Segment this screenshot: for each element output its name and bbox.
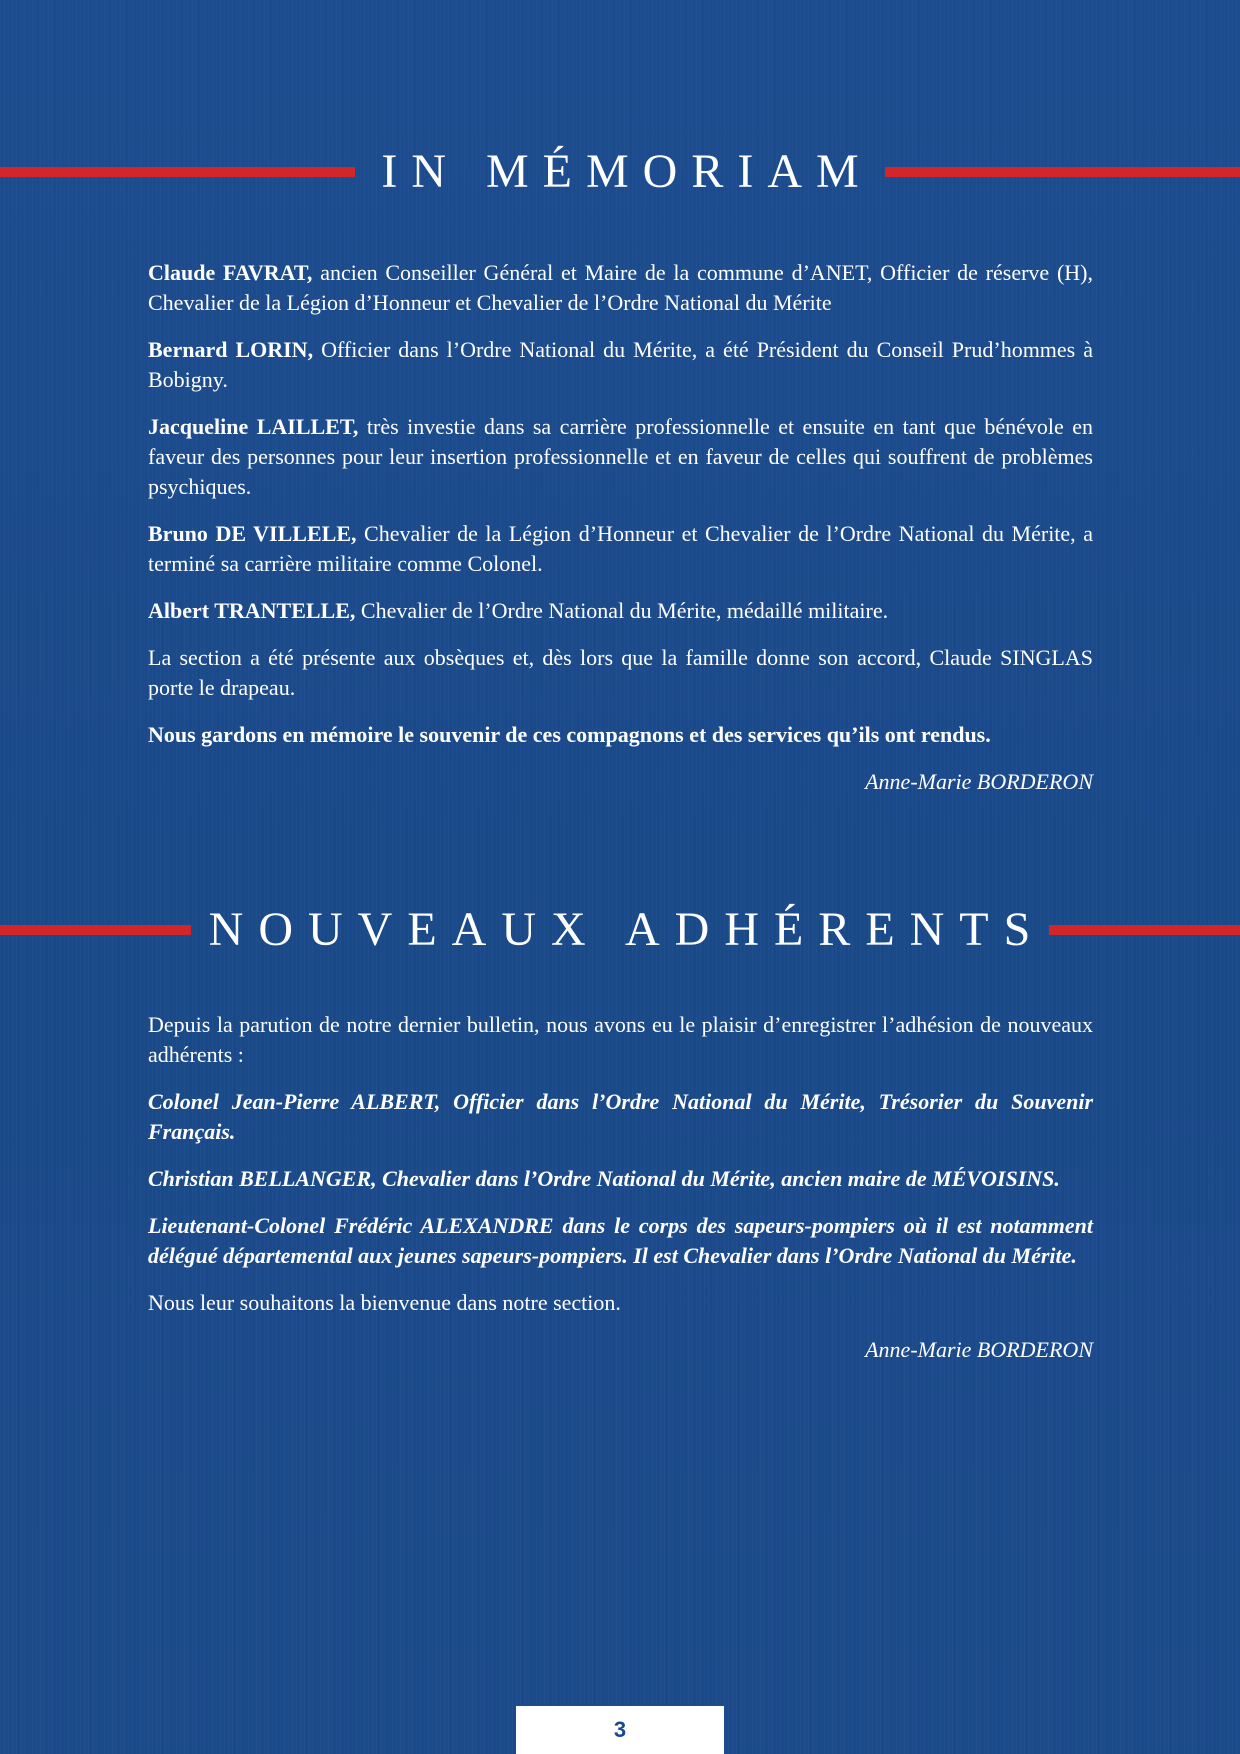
memoriam-entry [148, 258, 1093, 318]
memoriam-entry [148, 519, 1093, 579]
memoriam-title: IN MÉMORIAM [381, 145, 873, 198]
adherents-section [148, 1010, 1093, 1382]
memoriam-entry [148, 335, 1093, 395]
red-rule-left [0, 167, 355, 177]
adherents-heading-row [0, 900, 1240, 960]
red-rule-right [885, 167, 1240, 177]
entry-name: Bernard LORIN, [148, 337, 314, 362]
red-rule-left [0, 925, 191, 935]
memoriam-closing: Nous gardons en mémoire le souvenir de ces compagnons et des services qu’ils ont rendus. [148, 722, 991, 747]
entry-text: ancien Conseiller Général et Maire de la commune d’ANET, Officier de réserve (H), Chevalier de la Légion d’Honneur et Chevalier de l’Ordre National du Mérite [148, 260, 1093, 315]
entry-text: très investie dans sa carrière professionnelle et ensuite en tant que bénévole en faveur des personnes pour leur insertion professionnelle et en faveur de celles qui souffrent de problèmes psychiques. [148, 414, 1093, 499]
entry-text: Officier dans l’Ordre National du Mérite, a été Président du Conseil Prud’hommes à Bobigny. [148, 337, 1094, 392]
page-number: 3 [516, 1706, 724, 1754]
entry-text: Chevalier de la Légion d’Honneur et Chevalier de l’Ordre National du Mérite, a terminé sa carrière militaire comme Colonel. [148, 521, 1093, 576]
entry-text: Chevalier de l’Ordre National du Mérite, médaillé militaire. [355, 598, 889, 623]
new-member: Colonel Jean-Pierre ALBERT, Officier dans l’Ordre National du Mérite, Trésorier du Souvenir Français. [148, 1089, 1093, 1144]
adherents-welcome: Nous leur souhaitons la bienvenue dans notre section. [148, 1290, 621, 1315]
memoriam-signature: Anne-Marie BORDERON [865, 769, 1093, 794]
memoriam-section [148, 258, 1093, 814]
memoriam-entry [148, 596, 1093, 626]
memoriam-note: La section a été présente aux obsèques et, dès lors que la famille donne son accord, Claude SINGLAS porte le drapeau. [148, 645, 1093, 700]
adherents-signature: Anne-Marie BORDERON [865, 1337, 1093, 1362]
adherents-title: NOUVEAUX ADHÉRENTS [208, 903, 1046, 956]
entry-name: Jacqueline LAILLET, [148, 414, 359, 439]
new-member: Lieutenant-Colonel Frédéric ALEXANDRE dans le corps des sapeurs-pompiers où il est notamment délégué départemental aux jeunes sapeurs-pompiers. Il est Chevalier dans l’Ordre National du Mérite. [148, 1213, 1093, 1268]
red-rule-right [1049, 925, 1240, 935]
new-member: Christian BELLANGER, Chevalier dans l’Ordre National du Mérite, ancien maire de MÉVOISINS. [148, 1166, 1060, 1191]
memoriam-entry [148, 412, 1093, 502]
memoriam-heading-row [0, 142, 1240, 202]
entry-name: Albert TRANTELLE, [148, 598, 356, 623]
entry-name: Claude FAVRAT, [148, 260, 313, 285]
entry-name: Bruno DE VILLELE, [148, 521, 357, 546]
adherents-intro: Depuis la parution de notre dernier bulletin, nous avons eu le plaisir d’enregistrer l’adhésion de nouveaux adhérents : [148, 1012, 1093, 1067]
